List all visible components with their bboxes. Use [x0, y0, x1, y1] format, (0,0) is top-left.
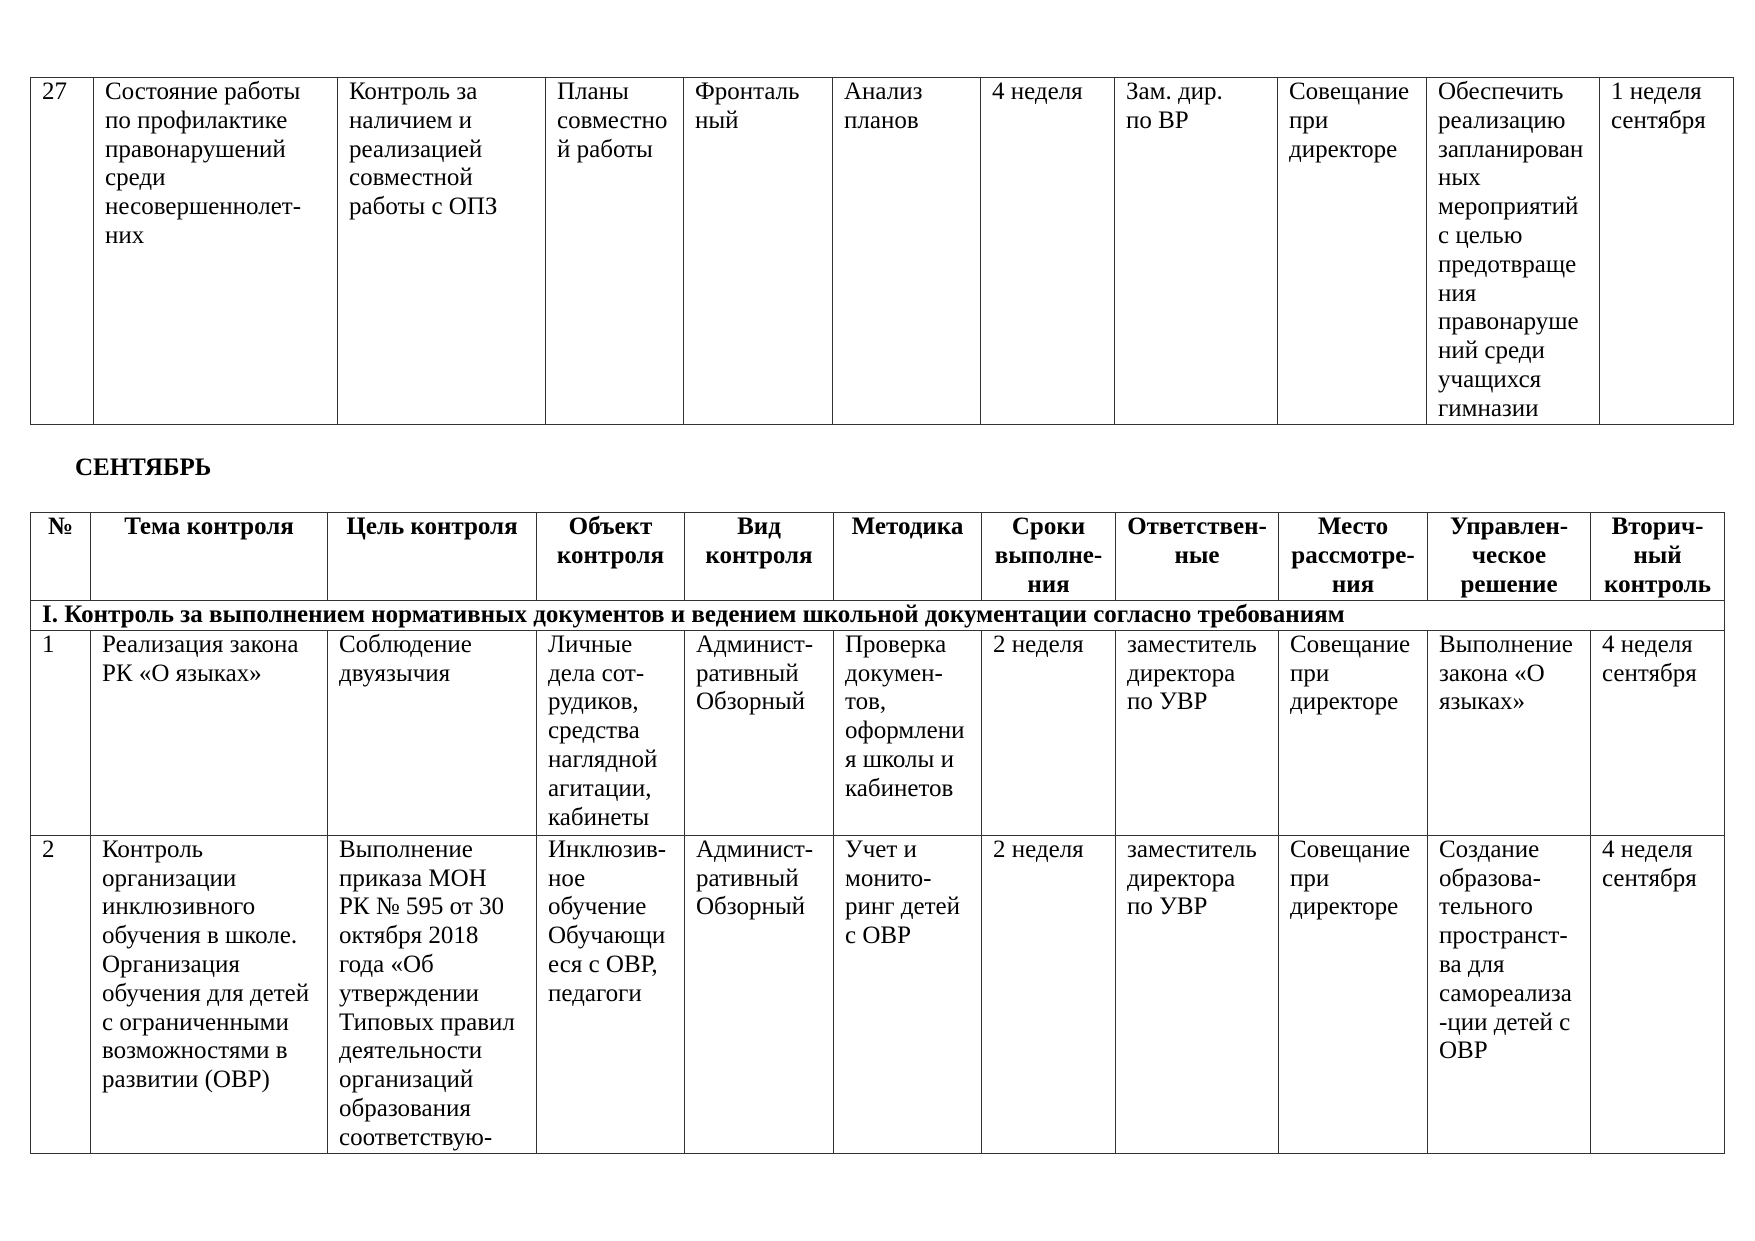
control-object-header: Объект контроля — [537, 513, 685, 601]
control-method-cell: Проверка докумен- тов, оформлени я школы и кабинетов — [834, 630, 982, 835]
review-venue-cell: Совещание при директоре — [1279, 630, 1428, 835]
secondary-control-header: Вторич- ный контроль — [1591, 513, 1725, 601]
month-heading: СЕНТЯБРЬ — [75, 454, 212, 481]
table-header-row — [31, 513, 1725, 601]
section-row — [31, 601, 1725, 631]
table-row — [31, 630, 1725, 835]
secondary-control-cell: 4 неделя сентября — [1591, 835, 1725, 1153]
responsible-person-header: Ответствен- ные — [1116, 513, 1279, 601]
table-row — [31, 78, 1734, 425]
control-object-cell: Планы совместно й работы — [546, 78, 684, 425]
completion-deadline-cell: 4 неделя — [981, 78, 1115, 425]
control-method-cell: Анализ планов — [833, 78, 981, 425]
control-goal-header: Цель контроля — [328, 513, 537, 601]
control-topic-cell: Реализация закона РК «О языках» — [91, 630, 328, 835]
row-number-cell: 27 — [31, 78, 94, 425]
control-topic-cell: Состояние работы по профилактике правонарушений среди несовершеннолет- них — [94, 78, 338, 425]
control-goal-cell: Соблюдение двуязычия — [328, 630, 537, 835]
management-decision-cell: Создание образова- тельного пространст- ва для самореализа -ции детей с ОВР — [1428, 835, 1591, 1153]
september-control-table — [30, 512, 1725, 1154]
control-topic-cell: Контроль организации инклюзивного обучения в школе. Организация обучения для детей с ограниченными возможностями в развитии (ОВР) — [91, 835, 328, 1153]
responsible-person-cell: Зам. дир. по ВР — [1115, 78, 1278, 425]
management-decision-cell: Выполнение закона «О языках» — [1428, 630, 1591, 835]
control-object-cell: Личные дела сот- рудиков, средства наглядной агитации, кабинеты — [537, 630, 685, 835]
secondary-control-cell: 1 неделя сентября — [1600, 78, 1734, 425]
continued-control-plan-table — [30, 77, 1734, 425]
row-number-cell: 2 — [31, 835, 91, 1153]
completion-deadline-header: Сроки выполне- ния — [982, 513, 1116, 601]
row-number-cell: 1 — [31, 630, 91, 835]
control-method-cell: Учет и монито- ринг детей с ОВР — [834, 835, 982, 1153]
responsible-person-cell: заместитель директора по УВР — [1116, 835, 1279, 1153]
management-decision-header: Управлен- ческое решение — [1428, 513, 1591, 601]
control-type-cell: Фронталь ный — [684, 78, 833, 425]
control-type-header: Вид контроля — [685, 513, 834, 601]
control-type-cell: Админист- ративный Обзорный — [685, 835, 834, 1153]
row-number-header: № — [31, 513, 91, 601]
control-method-header: Методика — [834, 513, 982, 601]
control-type-cell: Админист- ративный Обзорный — [685, 630, 834, 835]
review-venue-cell: Совещание при директоре — [1278, 78, 1427, 425]
completion-deadline-cell: 2 неделя — [982, 835, 1116, 1153]
table-row — [31, 835, 1725, 1153]
review-venue-header: Место рассмотре- ния — [1279, 513, 1428, 601]
management-decision-cell: Обеспечить реализацию запланирован ных мероприятий с целью предотвраще ния правонаруше ний среди учащихся гимназии — [1427, 78, 1600, 425]
section-title: I. Контроль за выполнением нормативных документов и ведением школьной документации согласно требованиям — [31, 601, 1725, 631]
control-object-cell: Инклюзив- ное обучение Обучающи еся с ОВР, педагоги — [537, 835, 685, 1153]
completion-deadline-cell: 2 неделя — [982, 630, 1116, 835]
control-goal-cell: Контроль за наличием и реализацией совместной работы с ОПЗ — [338, 78, 546, 425]
secondary-control-cell: 4 неделя сентября — [1591, 630, 1725, 835]
control-topic-header: Тема контроля — [91, 513, 328, 601]
review-venue-cell: Совещание при директоре — [1279, 835, 1428, 1153]
control-goal-cell: Выполнение приказа МОН РК № 595 от 30 октября 2018 года «Об утверждении Типовых правил деятельности организаций образования соответствую- — [328, 835, 537, 1153]
responsible-person-cell: заместитель директора по УВР — [1116, 630, 1279, 835]
